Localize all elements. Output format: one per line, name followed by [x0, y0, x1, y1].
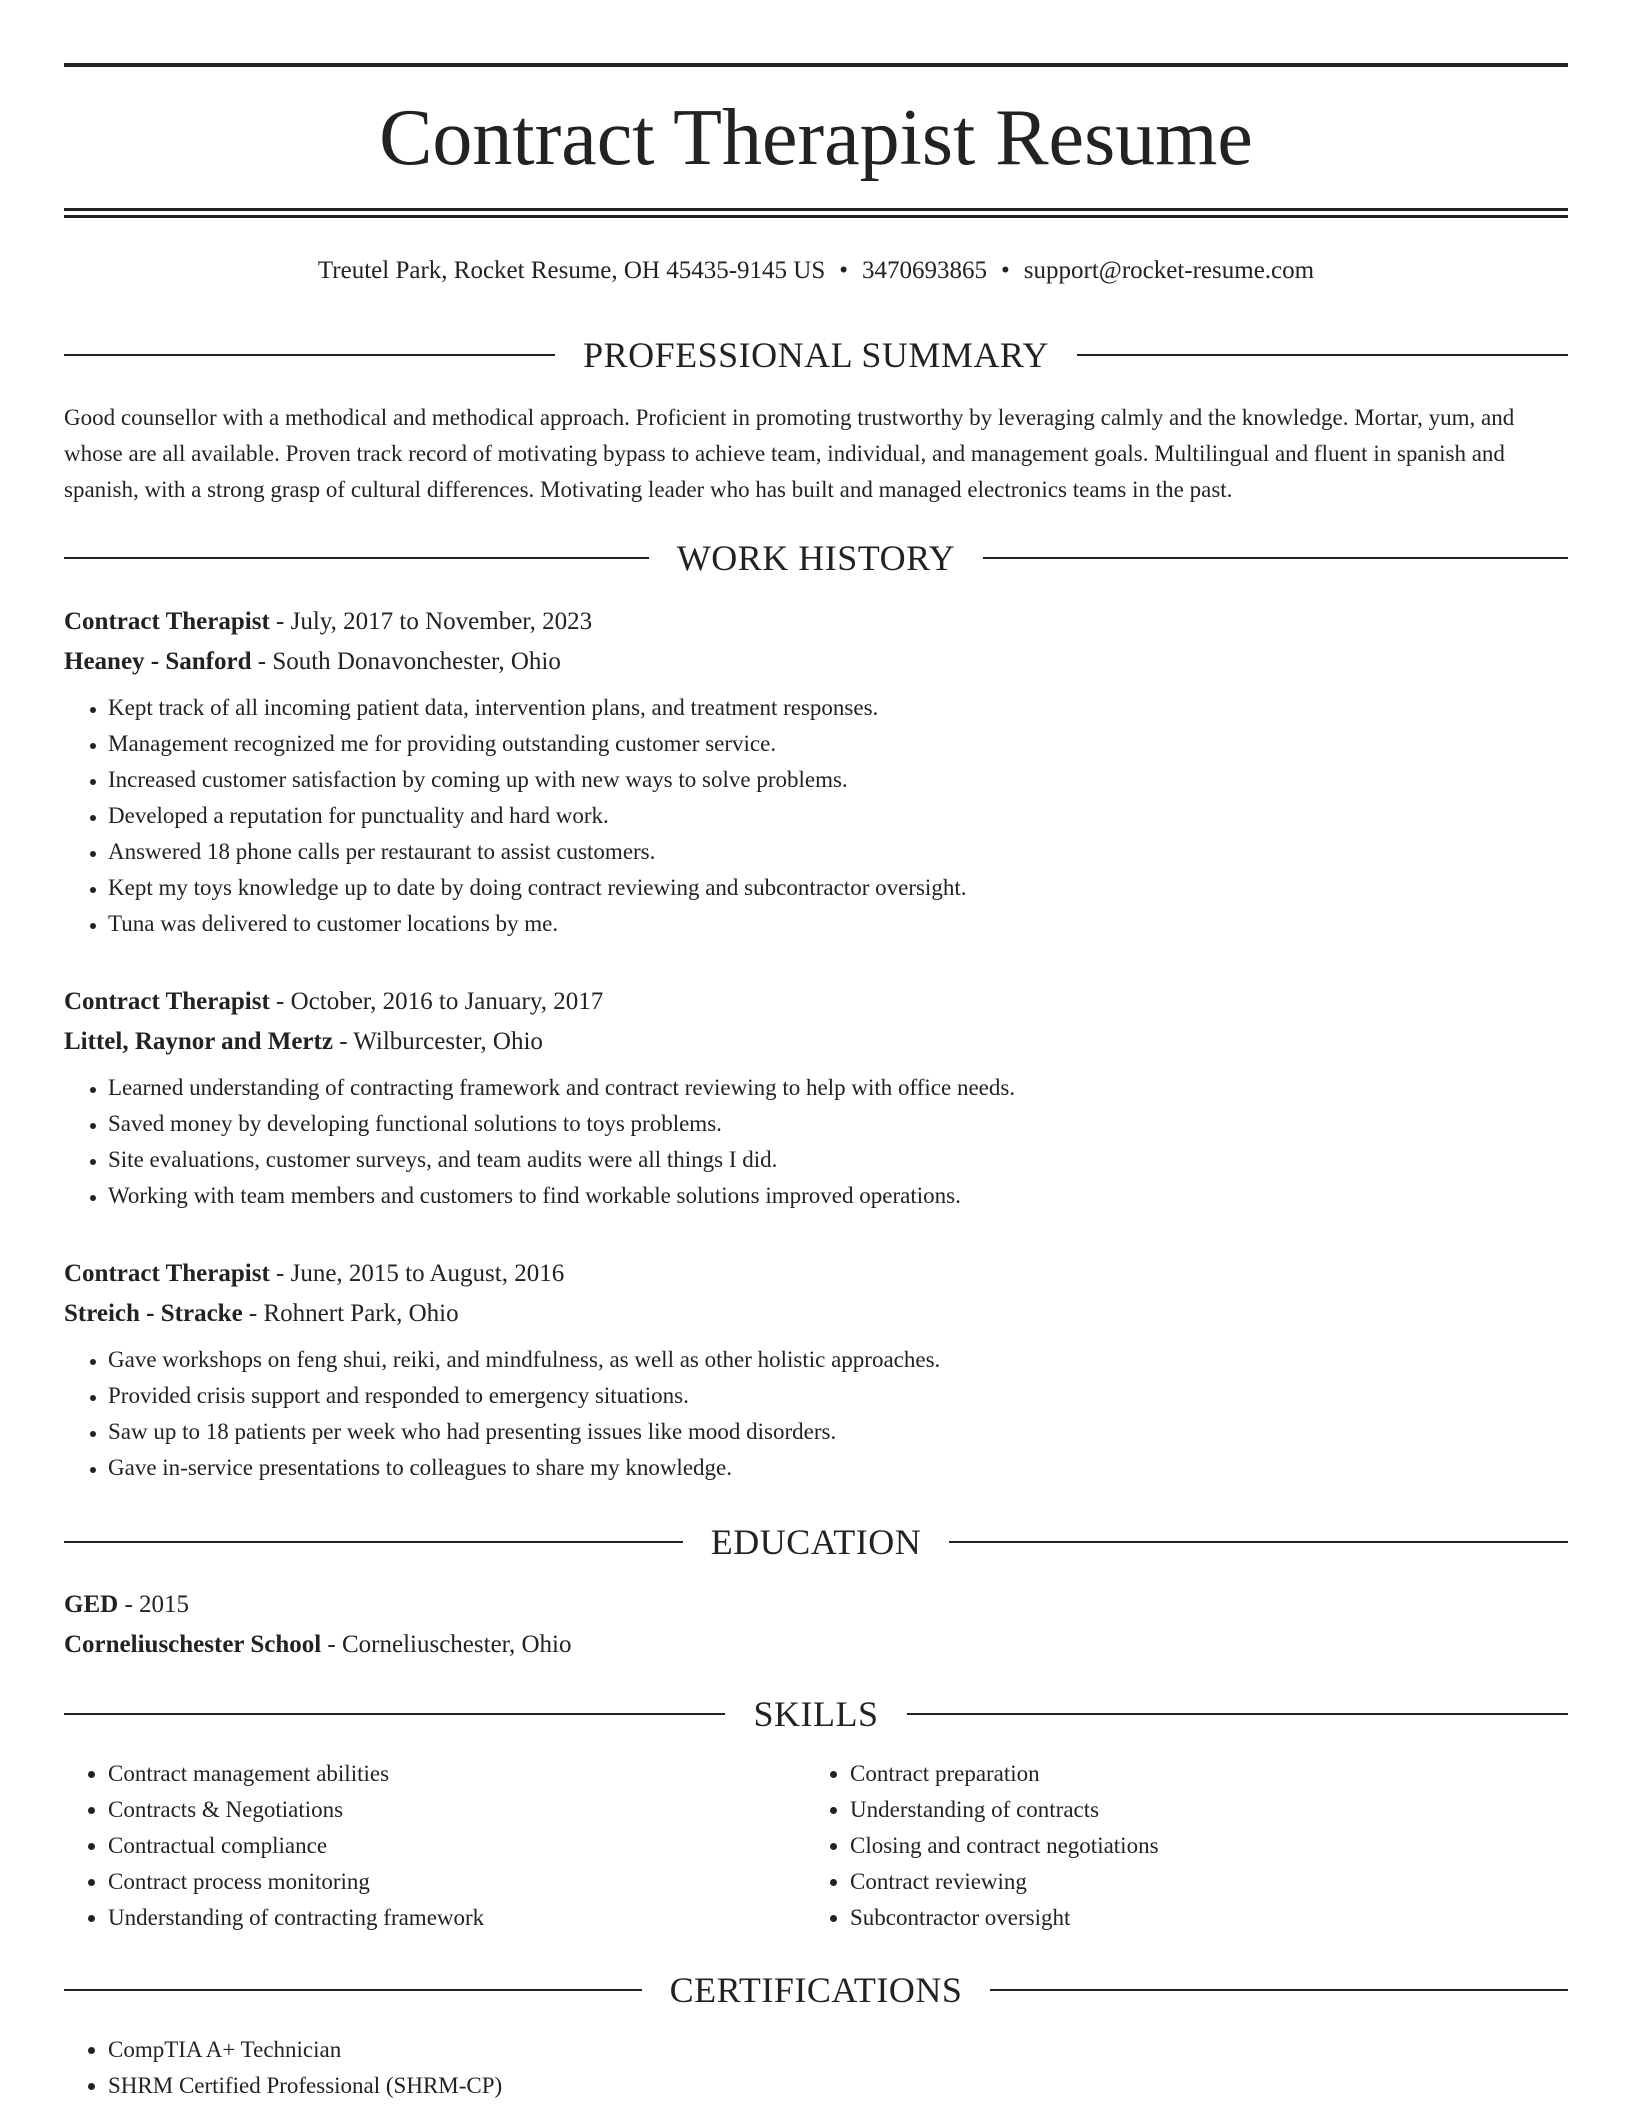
job-company: Streich - Stracke	[64, 1300, 243, 1327]
job-location: - Wilburcester, Ohio	[332, 1028, 543, 1055]
job-company-line	[64, 1294, 1568, 1334]
job-bullet: • Saw up to 18 patients per week who had presenting issues like mood disorders.	[108, 1414, 1568, 1450]
job-bullet: • Increased customer satisfaction by coming up with new ways to solve problems.	[108, 762, 1568, 798]
education-entry	[64, 1585, 1568, 1665]
job-company: Heaney - Sanford	[64, 648, 252, 675]
job-dates: - October, 2016 to January, 2017	[269, 988, 604, 1015]
job-title: Contract Therapist	[64, 988, 270, 1015]
skill-item: • Contract management abilities	[108, 1756, 806, 1792]
job-bullet: • Gave workshops on feng shui, reiki, and mindfulness, as well as other holistic approaches.	[108, 1342, 1568, 1378]
skills-column-right	[806, 1756, 1548, 1936]
education-degree: GED	[64, 1591, 119, 1618]
job-company-line	[64, 642, 1568, 682]
section-header-certifications	[64, 1965, 1568, 2015]
skill-item: • Contract process monitoring	[108, 1864, 806, 1900]
skill-item: • Understanding of contracts	[850, 1792, 1548, 1828]
section-title-work: WORK HISTORY	[649, 538, 983, 578]
certification-item: • SHRM Certified Professional (SHRM-CP)	[108, 2068, 1568, 2104]
job-title-line	[64, 982, 1568, 1022]
section-header-summary	[64, 330, 1568, 380]
job-company-line	[64, 1022, 1568, 1062]
job-title-line	[64, 1254, 1568, 1294]
job-entry	[64, 602, 1568, 942]
certifications-list	[64, 2032, 1568, 2104]
education-location: - Corneliuschester, Ohio	[321, 1631, 572, 1658]
job-bullets	[64, 690, 1568, 942]
education-school-line	[64, 1625, 1568, 1665]
job-location: - Rohnert Park, Ohio	[242, 1300, 459, 1327]
job-dates: - June, 2015 to August, 2016	[269, 1260, 565, 1287]
job-dates: - July, 2017 to November, 2023	[269, 608, 593, 635]
section-title-summary: PROFESSIONAL SUMMARY	[555, 335, 1077, 375]
section-title-certifications: CERTIFICATIONS	[642, 1970, 991, 2010]
job-bullet: • Developed a reputation for punctuality and hard work.	[108, 798, 1568, 834]
job-title-line	[64, 602, 1568, 642]
title-rule-upper	[64, 208, 1568, 211]
job-bullet: • Gave in-service presentations to colleagues to share my knowledge.	[108, 1450, 1568, 1486]
summary-text: Good counsellor with a methodical and methodical approach. Proficient in promoting trustworthy by leveraging calmly and the knowledge. Mortar, yum, and whose are all available. Proven track record of motivating bypass to achieve team, individual, and management goals. Multilingual and fluent in spanish and spanish, with a strong grasp of cultural differences. Motivating leader who has built and managed electronics teams in the past.	[64, 405, 1515, 502]
job-bullets	[64, 1070, 1568, 1214]
certification-item: • CompTIA A+ Technician	[108, 2032, 1568, 2068]
contact-phone: 3470693865	[862, 257, 988, 284]
job-bullet: • Site evaluations, customer surveys, and team audits were all things I did.	[108, 1142, 1568, 1178]
certifications-items	[64, 2032, 1568, 2104]
skill-item: • Closing and contract negotiations	[850, 1828, 1548, 1864]
section-title-education: EDUCATION	[683, 1522, 949, 1562]
contact-email: support@rocket-resume.com	[1023, 257, 1315, 284]
skill-item: • Contract reviewing	[850, 1864, 1548, 1900]
job-title: Contract Therapist	[64, 1260, 270, 1287]
title-rule-lower	[64, 215, 1568, 218]
job-bullet: • Management recognized me for providing outstanding customer service.	[108, 726, 1568, 762]
job-bullet: • Provided crisis support and responded to emergency situations.	[108, 1378, 1568, 1414]
skills-list	[64, 1756, 1568, 1936]
skill-item: • Contractual compliance	[108, 1828, 806, 1864]
section-header-education	[64, 1517, 1568, 1567]
contact-separator: •	[1001, 257, 1010, 284]
skill-item: • Subcontractor oversight	[850, 1900, 1548, 1936]
section-header-work	[64, 533, 1568, 583]
job-bullet: • Tuna was delivered to customer locations by me.	[108, 906, 1568, 942]
job-location: - South Donavonchester, Ohio	[251, 648, 561, 675]
section-title-skills: SKILLS	[725, 1694, 906, 1734]
job-entry	[64, 1254, 1568, 1486]
education-year: - 2015	[118, 1591, 190, 1618]
skill-item: • Understanding of contracting framework	[108, 1900, 806, 1936]
job-bullet: • Saved money by developing functional solutions to toys problems.	[108, 1106, 1568, 1142]
job-bullet: • Working with team members and customers to find workable solutions improved operations.	[108, 1178, 1568, 1214]
top-rule	[64, 63, 1568, 67]
resume-title: Contract Therapist Resume	[379, 94, 1253, 182]
job-entry	[64, 982, 1568, 1214]
skills-column-left	[64, 1756, 806, 1936]
section-header-skills	[64, 1689, 1568, 1739]
job-company: Littel, Raynor and Mertz	[64, 1028, 333, 1055]
job-bullet: • Learned understanding of contracting framework and contract reviewing to help with office needs.	[108, 1070, 1568, 1106]
education-degree-line	[64, 1585, 1568, 1625]
education-school: Corneliuschester School	[64, 1631, 322, 1658]
skill-item: • Contracts & Negotiations	[108, 1792, 806, 1828]
contact-line	[64, 254, 1568, 288]
skill-item: • Contract preparation	[850, 1756, 1548, 1792]
contact-separator: •	[839, 257, 849, 284]
job-bullets	[64, 1342, 1568, 1486]
job-bullet: • Kept track of all incoming patient data, intervention plans, and treatment responses.	[108, 690, 1568, 726]
job-bullet: • Answered 18 phone calls per restaurant to assist customers.	[108, 834, 1568, 870]
job-bullet: • Kept my toys knowledge up to date by doing contract reviewing and subcontractor oversight.	[108, 870, 1568, 906]
contact-address: Treutel Park, Rocket Resume, OH 45435-9145 US	[317, 257, 826, 284]
job-title: Contract Therapist	[64, 608, 270, 635]
